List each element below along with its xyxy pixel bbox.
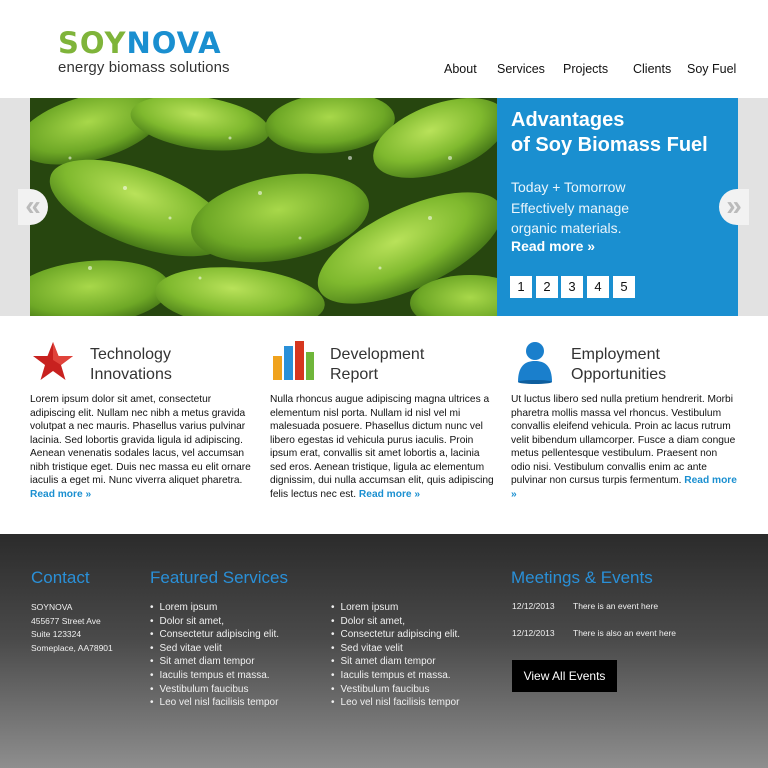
slide-title: Advantages of Soy Biomass Fuel <box>511 109 708 156</box>
nav-about[interactable]: About <box>444 62 477 76</box>
feature-employment <box>511 340 737 501</box>
site-header <box>0 0 768 98</box>
featured-services-heading: Featured Services <box>150 568 288 587</box>
event-item[interactable] <box>512 601 658 611</box>
nav-projects[interactable]: Projects <box>563 62 609 76</box>
event-text: There is also an event here <box>573 628 677 638</box>
list-item[interactable]: • Dolor sit amet, <box>331 615 460 629</box>
events-heading: Meetings & Events <box>511 568 653 587</box>
list-item[interactable]: • Vestibulum faucibus <box>331 683 460 697</box>
list-item[interactable]: • Sed vitae velit <box>331 642 460 656</box>
pager-button-4[interactable]: 4 <box>587 276 609 298</box>
feature-body: Nulla rhoncus augue adipiscing magna ultrices a elementum nisl porta. Nullam id nisl vel mi malesuada posuere. Phasellus dictum nunc vel libero egestas id vehicula purus iaculis. Proin ipsum erat, convallis sit amet lobortis a, lacinia sed eros. Aenean tristique, ligula ac elementum dignissim, dui nulla accumsan elit, quis adipiscing felis lectus nec est. Read more » <box>270 394 494 500</box>
list-item[interactable]: • Leo vel nisl facilisis tempor <box>331 696 460 710</box>
feature-title: Development Report <box>330 346 425 383</box>
list-item[interactable]: • Sit amet diam tempor <box>150 655 279 669</box>
services-list-2 <box>331 601 460 710</box>
services-list-1 <box>150 601 279 710</box>
pager-button-2[interactable]: 2 <box>536 276 558 298</box>
next-slide-arrow-icon[interactable]: » <box>719 189 749 225</box>
feature-read-more-link[interactable]: Read more » <box>358 488 421 500</box>
pager-button-1[interactable]: 1 <box>510 276 532 298</box>
list-item[interactable]: • Dolor sit amet, <box>150 615 279 629</box>
feature-read-more-link[interactable]: Read more » <box>511 475 737 500</box>
edamame-photo <box>30 98 497 316</box>
list-item[interactable]: • Vestibulum faucibus <box>150 683 279 697</box>
nav-clients[interactable]: Clients <box>633 62 672 76</box>
slide-caption-panel <box>497 98 738 316</box>
list-item[interactable]: • Consectetur adipiscing elit. <box>331 628 460 642</box>
feature-read-more-link[interactable]: Read more » <box>30 488 92 500</box>
event-text: There is an event here <box>573 601 659 611</box>
list-item[interactable]: • Iaculis tempus et massa. <box>331 669 460 683</box>
nav-services[interactable]: Services <box>497 62 545 76</box>
feature-technology <box>30 340 256 501</box>
event-date: 12/12/2013 <box>512 628 555 638</box>
star-icon <box>30 340 76 389</box>
logo-tagline: energy biomass solutions <box>58 59 230 76</box>
logo-wordmark: SOYNOVA <box>58 26 222 60</box>
list-item[interactable]: • Lorem ipsum <box>331 601 460 615</box>
list-item[interactable]: • Leo vel nisl facilisis tempor <box>150 696 279 710</box>
contact-heading: Contact <box>31 568 90 587</box>
slide-read-more-link[interactable]: Read more » <box>511 238 596 254</box>
list-item[interactable]: • Sit amet diam tempor <box>331 655 460 669</box>
nav-soy-fuel[interactable]: Soy Fuel <box>687 62 737 76</box>
event-date: 12/12/2013 <box>512 601 555 611</box>
site-footer <box>0 534 768 768</box>
bar-chart-icon <box>270 340 316 389</box>
pager-button-3[interactable]: 3 <box>561 276 583 298</box>
list-item[interactable]: • Consectetur adipiscing elit. <box>150 628 279 642</box>
list-item[interactable]: • Lorem ipsum <box>150 601 279 615</box>
contact-address: SOYNOVA 455677 Street Ave Suite 123324 Someplace, AA78901 <box>31 602 113 653</box>
feature-body: Lorem ipsum dolor sit amet, consectetur adipiscing elit. Nullam nec nibh a metus gravida volutpat a nec mauris. Phasellus varius pulvinar lacinia. Sed lobortis gravida ligula id adipiscing. Aenean venenatis sodales lacus, vel accumsan nibh tristique eget. Duis nec massa eu elit ornare iaculis a eget mi. Nunc viverra aliquet pharetra. Read more » <box>30 394 251 500</box>
main-nav <box>0 62 768 80</box>
feature-title: Employment Opportunities <box>571 346 667 383</box>
prev-slide-arrow-icon[interactable]: « <box>18 189 48 225</box>
list-item[interactable]: • Iaculis tempus et massa. <box>150 669 279 683</box>
feature-body: Ut luctus libero sed nulla pretium hendrerit. Morbi pharetra mollis massa vel rhoncus. Vestibulum convallis eleifend vehicula. Proin ac lacus rutrum velit bibendum ullamcorper. Fusce a diam congue metus pellentesque vestibulum. Praesent non odio nisi. Vestibulum convallis enim ac ante pulvinar non cursus turpis fermentum. Read more » <box>511 394 737 500</box>
feature-title: Technology Innovations <box>90 346 172 383</box>
hero-slider <box>0 98 768 316</box>
pager-button-5[interactable]: 5 <box>613 276 635 298</box>
event-item[interactable] <box>512 628 676 638</box>
slide-text: Today + Tomorrow Effectively manage organic materials. <box>511 179 630 236</box>
list-item[interactable]: • Sed vitae velit <box>150 642 279 656</box>
person-icon <box>511 340 557 389</box>
feature-development <box>270 340 496 501</box>
view-all-events-button[interactable]: View All Events <box>512 660 617 692</box>
